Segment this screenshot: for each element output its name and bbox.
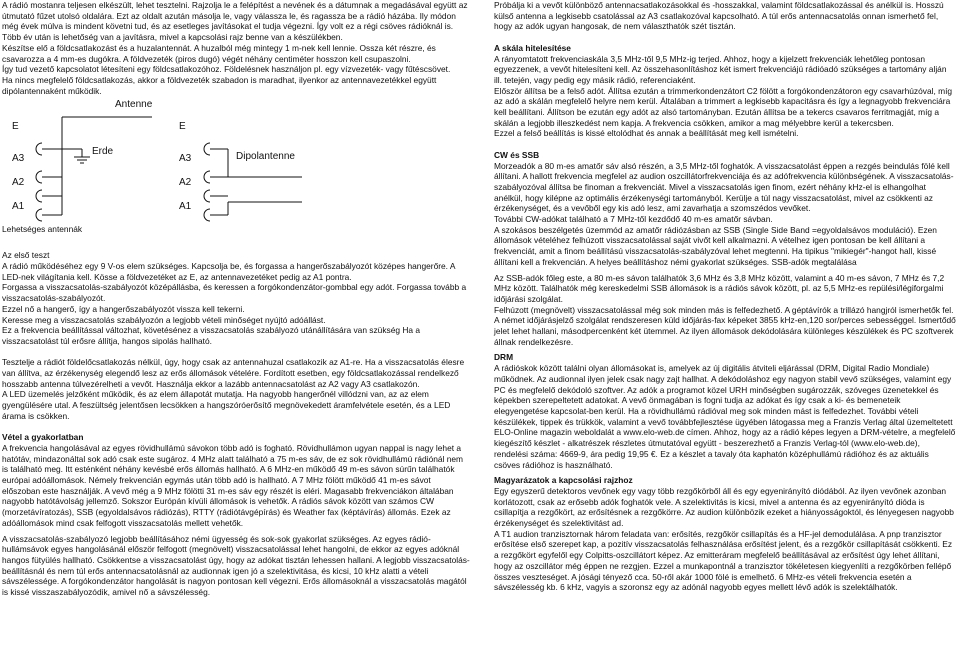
dipolantenne-label: Dipolantenne [236, 151, 295, 163]
skala-paragraph: Először állítsa be a felső adót. Állítsa ezután a trimmerkondenzátort C2 fölött a forgókondenzátoron egy csavarhúzóval, míg az adó a skálán megfelelő helyre nem kerül. Általában a trimmert a legkisebb kapacitásra és így a legnagyobb frekvenciára kell beállítani. Állítson be ezután egy adót az alsó tartományban. Ezután állítsa be a tekercs csavaros ferritmagját, míg a skálán a legjobb illeszkedést nem kapja. A frekvencia csökken, amikor a mag mélyebbre kerül a tekercsben. [494, 85, 953, 128]
skala-paragraph: A rányomtatott frekvenciaskála 3,5 MHz-től 9,5 MHz-ig terjed. Ahhoz, hogy a kijelzett frekvenciák lehetőleg pontosan egyezzenek, a vevőt hitelesíteni kell. Az összehasonlításhoz két ismert frekvenciájú rádióadó szükséges a tartomány alján ill. tetején, vagy pedig egy másik rádió, referenciaként. [494, 53, 947, 85]
section-heading: CW és SSB [494, 149, 540, 160]
section-heading: DRM [494, 352, 514, 363]
intro-paragraph: Így tud vezető kapcsolatot létesíteni egy földcsatlakozóhoz. Földelésnek használjon pl. egy vízvezeték- vagy fűtéscsövet. [2, 64, 451, 75]
vetel-paragraph: A frekvencia hangolásával az egyes rövidhullámú sávokon több adó is fogható. Rövidhullámon ugyan nappal is nagy lehet a hatótáv, mindazonáltal sok adó csak este sugároz. 4 MHz alatt található a 75 m-es sáv, de ez sok rövidhullámú rádiónál nem is található meg. Itt esténként néhány kevésbé erős állomás hallható. A 6 MHz-en működő 49 m-es sávon súrűn találhatók európai adóállomások. Némely frekvencián egymás után több adó is hallható. A 7 MHz fölött működő 41 m-es sávot előszoban este használják. A vevő még a 9 MHz fölötti 31 m-es sáv egy részét is eléri. Magasabb frekvenciákon általában nagyobb hatótávolság jellemző. Sokszor Európán kívüli állomások is vehetők. A rádiós sávok között van számos CW (morzetávíratozás), SSB (egyoldalsávos rádiózás), RTTY (rádiótávgépírás) és Weather fax (képtávírás) állomás. Ezek az adóállomások mind csak felfogott visszacsatolás mellett vehetők. [2, 442, 464, 528]
terminal-socket [36, 143, 42, 155]
right-column [494, 0, 956, 593]
test-paragraph: Tesztelje a rádiót földelőcsatlakozás nélkül, úgy, hogy csak az antennahuzal csatlakozik az A1-re. Ha a visszacsatolás élesre van állítva, az érzékenység elegendő lesz az erős állomások vételére. Fordított esetben, egy földcsatlakozással rendelkező hosszabb antenna túlvezérelheti a vevőt. Használja ekkor a lazább antennacsatolást az A2 vagy A3 csatlakozón. [2, 357, 465, 389]
terminal-label: E [179, 121, 186, 133]
test-paragraph: A LED üzemelés jelzőként működik, és az elem állapotát mutatja. Ha nagyobb hangerőnél villódzni van, az az elem gyengülésére utal. A feszültség jelentősen lecsökken a hangszóróerősítő megnövekedett áramfelvétele esetén, és a LED árama is csökken. [2, 389, 451, 421]
terminal-socket [36, 190, 42, 202]
section-heading: Vétel a gyakorlatban [2, 432, 84, 443]
intro-paragraph: Készítse elő a földcsatlakozást és a huzalantennát. A huzalból még mintegy 1 m-nek kell lennie. Ossza két részre, és csavarozza a 4 mm-es dugókra. A földvezeték (piros dugó) végét néhány centiméter hosszon kell csupaszolni. [2, 42, 436, 64]
cw-paragraph: A szokásos beszélgetés üzemmód az amatőr rádiózásban az SSB (Single Side Band =egyoldalsávos moduláció). Ezen állomások vételéhez felhúzott visszacsatolással saját vivőt kell alkalmazni. A vételhez igen pontosan be kell állítani a frekvenciát, amit a finom beállítású visszacsatolás-szabályzóval lehet megtenni. Ha tipikus "mikiegér"-hangot hall, kissé állítani kell a frekvencián. A helyes beállításhoz némi gyakorlat szükséges. SSB-adók megtalálása [494, 224, 937, 267]
diagram-caption: Lehetséges antennák [2, 224, 83, 235]
section-heading: Magyarázatok a kapcsolási rajzhoz [494, 475, 633, 486]
intro-paragraph: A rádió mostanra teljesen elkészült, lehet tesztelni. Rajzolja le a felépítést a nevének és a dátumnak a megadásával együtt az útmutató fűzet utolsó oldalára. Ezt az oldalt azután másolja le, vagy válassza le, és ragassza be a rádió házába. Ily módon még évek múlva is mindent követni tud, és az esetleges javításokat el tudja végezni. Így volt ez a régi csöves rádióknál is. [2, 0, 468, 32]
top-paragraph: Próbálja ki a vevőt különböző antennacsatlakozásokkal és -hosszakkal, valamint földcsatlakozással és anélkül is. Hosszú külső antenna a legkisebb csatolással az A3 csatlakozóval kapcsolható. A túl erős antennacsatolás onnan ismerhető fel, hogy az adók ugyan hangosak, de nem választhatók szét tisztán. [494, 0, 944, 32]
terminal-socket [36, 209, 42, 221]
vetel-paragraph: A visszacsatolás-szabályozó legjobb beállításához némi ügyesség és sok-sok gyakorlat szükséges. Az egyes rádió-hullámsávok egyes hangolásánál először felfogott (megnövelt) visszacsatolással lehet hangolni, de ekkor az egyes adóknál hangos fütyülés hallható. Csökkentse a visszacsatolást úgy, hogy az adókat tisztán lehessen hallani. A legjobb visszacsatolás-beállításnál és nem túl erős antennacsatolásnál az audionnak igen jó a szelektivitása, és kicsi, 10 kHz alatti a vételi sávszélessége. A forgókondenzátor hangolását is nagyon pontosan kell végezni. Erős állomásoknál a visszacsatolás magától is kissé visszaszabályozódik, amivel nő a sávszélesség. [2, 533, 470, 598]
terminal-label: A2 [179, 177, 192, 189]
terminal-label: A1 [179, 201, 192, 213]
test-paragraph: A rádió működéséhez egy 9 V-os elem szükséges. Kapcsolja be, és forgassa a hangerőszabályozót középes hangerőre. A LED-nek világítania kell. Kösse a földvezetéket az E, az antennavezetéket pedig az A1 pontra. [2, 261, 455, 282]
ssb-paragraph: Felhúzott (megnövelt) visszacsatolással még sok minden más is felfedezhető. A géptávírók a trillázó hangjról ismerhetők fel. A német időjárásjelző szolgálat rendszeresen küld időjárás-fax képeket 3855 kHz-en,120 sor/perces sebességgel. Ismertődő jelet lehet hallani, másodpercenként két ütemmel. Az ilyen állomások dekódolására különleges készülékek és PC szoftverek állnak rendelkezésre. [494, 304, 956, 347]
antenne-label: Antenne [115, 99, 153, 111]
cw-paragraph: Morzeadók a 80 m-es amatőr sáv alsó részén, a 3,5 MHz-től foghatók. A visszacsatolást éppen a rezgés beindulás fölé kell állítani. A hallott frekvencia megfelel az audion oszcillátorfrekvenciája és az adófrekvencia különbségének. A visszacsatolás-szabályozóval állítsa be finoman a frekvenciát. Mivel a visszacsatolás igen finom, ezért néhány kHz-el is elhangolhat anélkül, hogy kilépne az optimális érzékenységi tartományból. Kerülje a túl nagy visszacsatolást, mivel az csökkenti az érzékenységet, és a vevőből egy kis adó lesz, ami zavarhatja a szomszédos vevőket. [494, 160, 954, 214]
left-column [2, 0, 470, 598]
test-paragraph: Keresse meg a visszacsatolás szabályozón a legjobb vételi minőséget nyújtó adóállást. [2, 314, 326, 325]
skala-paragraph: Ezzel a felső beállítás is kissé eltolódhat és annak a beállítását meg kell ismételni. [494, 128, 799, 139]
erde-label: Erde [92, 146, 114, 158]
antenna-diagram [2, 97, 470, 250]
ssb-paragraph: Az SSB-adók főleg este, a 80 m-es sávon találhatók 3,6 MHz és 3,8 MHz között, valamint a 40 m-es sávon, 7 MHz és 7,2 MHz között. Találhatók még kereskedelmi SSB állomások is a rádiós sávok között, pl. az 5,5 MHz-es repülési/légiforgalmi időjárási szolgálat. [494, 272, 945, 304]
intro-paragraph: Ha nincs megfelelő földcsatlakozás, akkor a földvezeték szabadon is maradhat, ilyenkor az antennavezetékkel együtt dipólantennaként működik. [2, 74, 437, 96]
intro-paragraph: Több év után is lehetőség van a javításra, mivel a kapcsolási rajz benne van a készülékben. [2, 32, 343, 43]
mag-paragraph: A T1 audion tranzisztornak három feladata van: erősítés, rezgőkör csillapítás és a HF-jel demodulálása. A pnp tranzisztor erősítése első szerepet kap, a pozitív visszacsatolás felhasználása erősítést jelent, és a rezgőkör csillapítását csökkenti. Ez a rezgőkört egyfelől egy Colpitts-oszcillátort képez. Az emitteráram megfelelő beállításával az erősítést úgy lehet állítani, hogy az oszcillátor még éppen ne rezgjen. Ezzel a munkapontnál a tranzisztor tökéletesen kiegyenlíti a rezgőkörben fellépő összes veszteséget. A jósági tényező cca. 50-ről akár 1000 fölé is emelhető. 6 MHz-es vételi frekvencia esetén a sávszélesség kb. 6 kHz, vagyis a szoronsz egy az adónál nagyobb egyes mellett lévő adók is szelektálhatók. [494, 528, 953, 593]
test-paragraph: Ezzel nő a hangerő, így a hangerőszabályozót vissza kell tekerni. [2, 303, 245, 314]
mag-paragraph: Egy egyszerű detektoros vevőnek egy vagy több rezgőkörből áll és egy egyenirányító diódából. Az ilyen vevőnek azonban korlátozott, csak az erősebb adók foghatók vele. A szelektivitás is kicsi, mivel a antenna és az egyenirányító dióda is csillapítja a rezgőkört, az erősítésnek a rezgőkörre. Az audion különbözik ezeket a hiányosságoktól, és lényegesen nagyobb érzékenységet és szelektivitást ad. [494, 485, 954, 529]
terminal-label: A1 [12, 201, 25, 213]
terminal-label: E [12, 121, 19, 133]
test-paragraph: Ez a frekvencia beállítással változhat, követésénez a visszacsatolás szabályozó utánállítására van szükség Ha a visszacsatolást túl erősre állítja, hangos sipolás hallható. [2, 325, 421, 346]
test-heading: Az első teszt [2, 250, 50, 261]
section-heading: A skála hitelesítése [494, 42, 571, 53]
drm-paragraph: A rádióskok között találni olyan állomásokat is, amelyek az új digitális átviteli eljárással (DRM, Digital Radio Mondiale) működnek. Az audionnal ilyen jelek csak nagy zajt hallhat. A dekódoláshoz egy nagyon stabil vevő szükséges, valamint egy PC és megfelelő dekódoló szoftver. Az adók a programot közel URH minőségben sugározzák, szóveges üzenetekkel és képekben szerepeltetett adatokat. A vevő önmagában is fogni tudja az adókat és így csak a ki- és bemeneteik elegyengetése kapcsolat-ben kerül. Ha a rövidhullámú rádióval meg sok minden mást is felfedezhet. További vételi készülékek, tippek és trükkök, valamint a vevő továbbfejlesztése ügyében látogassa meg a Franzis Verlag által üzemeltetett ELO-Online magazin weboldalát a www.elo-web.de címen. Ahhoz, hogy az a rádió képes legyen a DRM-vételre, a megfelelő kiegészítő készlet - alkatrészek részletes útmutatóval együtt - beszerezhető a Franzis Verlag-tól (www.elo-web.de), rendelési száma: 4669-9, ára pedig 19,95 €. Ez a készlet a tavaly óta kaphatón középhullámú rádióhoz és az aktuális csöves rádióhoz is használható. [494, 363, 956, 470]
cw-paragraph: További CW-adókat található a 7 MHz-től kezdődő 40 m-es amatőr sávban. [494, 214, 773, 225]
test-paragraph: Forgassa a visszacsatolás-szabályozót középállásba, és keressen a forgókondenzátor-gombbal egy adót. Forgassa tovább a visszacsatolás-szabályozót. [2, 282, 467, 304]
terminal-socket [36, 171, 42, 183]
terminal-label: A3 [179, 153, 192, 165]
terminal-label: A3 [12, 153, 25, 165]
terminal-label: A2 [12, 177, 25, 189]
